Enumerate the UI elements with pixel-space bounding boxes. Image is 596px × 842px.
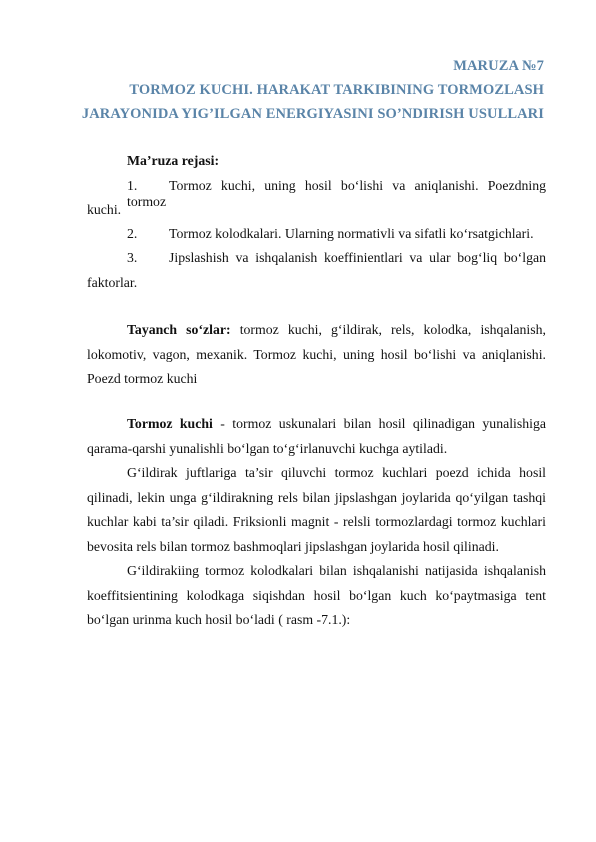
- keywords-label: Tayanch so‘zlar:: [127, 322, 231, 337]
- plan-item-number: 1.: [127, 178, 138, 193]
- paragraph-2-line-1: G‘ildirak juftlariga ta’sir qiluvchi tormoz kuchlari poezd ichida hosil: [127, 465, 546, 480]
- definition-term: Tormoz kuchi: [127, 416, 213, 431]
- plan-label: Ma’ruza rejasi:: [127, 153, 220, 168]
- keywords-line-3: Poezd tormoz kuchi: [87, 371, 198, 386]
- plan-item-3: [127, 250, 546, 266]
- paragraph-3-line-3: bo‘lgan urinma kuch hosil bo‘ladi ( rasm -7.1.):: [87, 612, 351, 627]
- paragraph-3-line-1: G‘ildirakiing tormoz kolodkalari bilan ishqalanishi natijasida ishqalanish: [127, 563, 546, 578]
- definition-line-2: qarama-qarshi yunalishli bo‘lgan to‘g‘irlanuvchi kuchga aytiladi.: [87, 441, 448, 456]
- keywords-text: tormoz kuchi, g‘ildirak, rels, kolodka, ishqalanish,: [239, 322, 546, 337]
- keywords-line-2: lokomotiv, vagon, mexanik. Tormoz kuchi, uning hosil bo‘lishi va aniqlanishi.: [87, 347, 546, 362]
- paragraph-3-line-2: koeffitsientining kolodkaga siqishdan hosil bo‘lgan kuch ko‘paytmasiga tent: [87, 588, 546, 603]
- definition-text: - tormoz uskunalari bilan hosil qilinadigan yunalishiga: [220, 416, 547, 431]
- plan-item-1-continued: kuchi.: [87, 202, 122, 217]
- plan-item-2: [127, 226, 546, 242]
- keywords-line-1: [127, 318, 546, 342]
- definition-line-1: [127, 412, 546, 436]
- lecture-title-line-1: TORMOZ KUCHI. HARAKAT TARKIBINING TORMOZLASH: [129, 82, 544, 98]
- paragraph-2-line-3: kuchlar kabi ta’sir qiladi. Friksionli magnit - relsli tormozlardagi tormoz kuchlari: [87, 514, 546, 529]
- plan-item-3-continued: faktorlar.: [87, 275, 138, 290]
- plan-item-text: Jipslashish va ishqalanish koeffinientlari va ular bog‘liq bo‘lgan: [169, 250, 546, 265]
- lecture-number: MARUZA №7: [453, 58, 544, 74]
- paragraph-2-line-2: qilinadi, lekin unga g‘ildirakning rels bilan jipslashgan joylarida qo‘yilgan tashqi: [87, 490, 546, 505]
- lecture-title-line-2: JARAYONIDA YIG’ILGAN ENERGIYASINI SO’NDIRISH USULLARI: [81, 106, 544, 122]
- paragraph-2-line-4: bevosita rels bilan tormoz bashmoqlari jipslashgan joylarida hosil qilinadi.: [87, 539, 499, 554]
- plan-item-text: Tormoz kuchi, uning hosil bo‘lishi va aniqlanishi. Poezdning tormoz: [127, 178, 546, 209]
- plan-item-text: Tormoz kolodkalari. Ularning normativli va sifatli ko‘rsatgichlari.: [169, 226, 534, 241]
- plan-item-number: 3.: [127, 250, 138, 265]
- plan-item-number: 2.: [127, 226, 138, 241]
